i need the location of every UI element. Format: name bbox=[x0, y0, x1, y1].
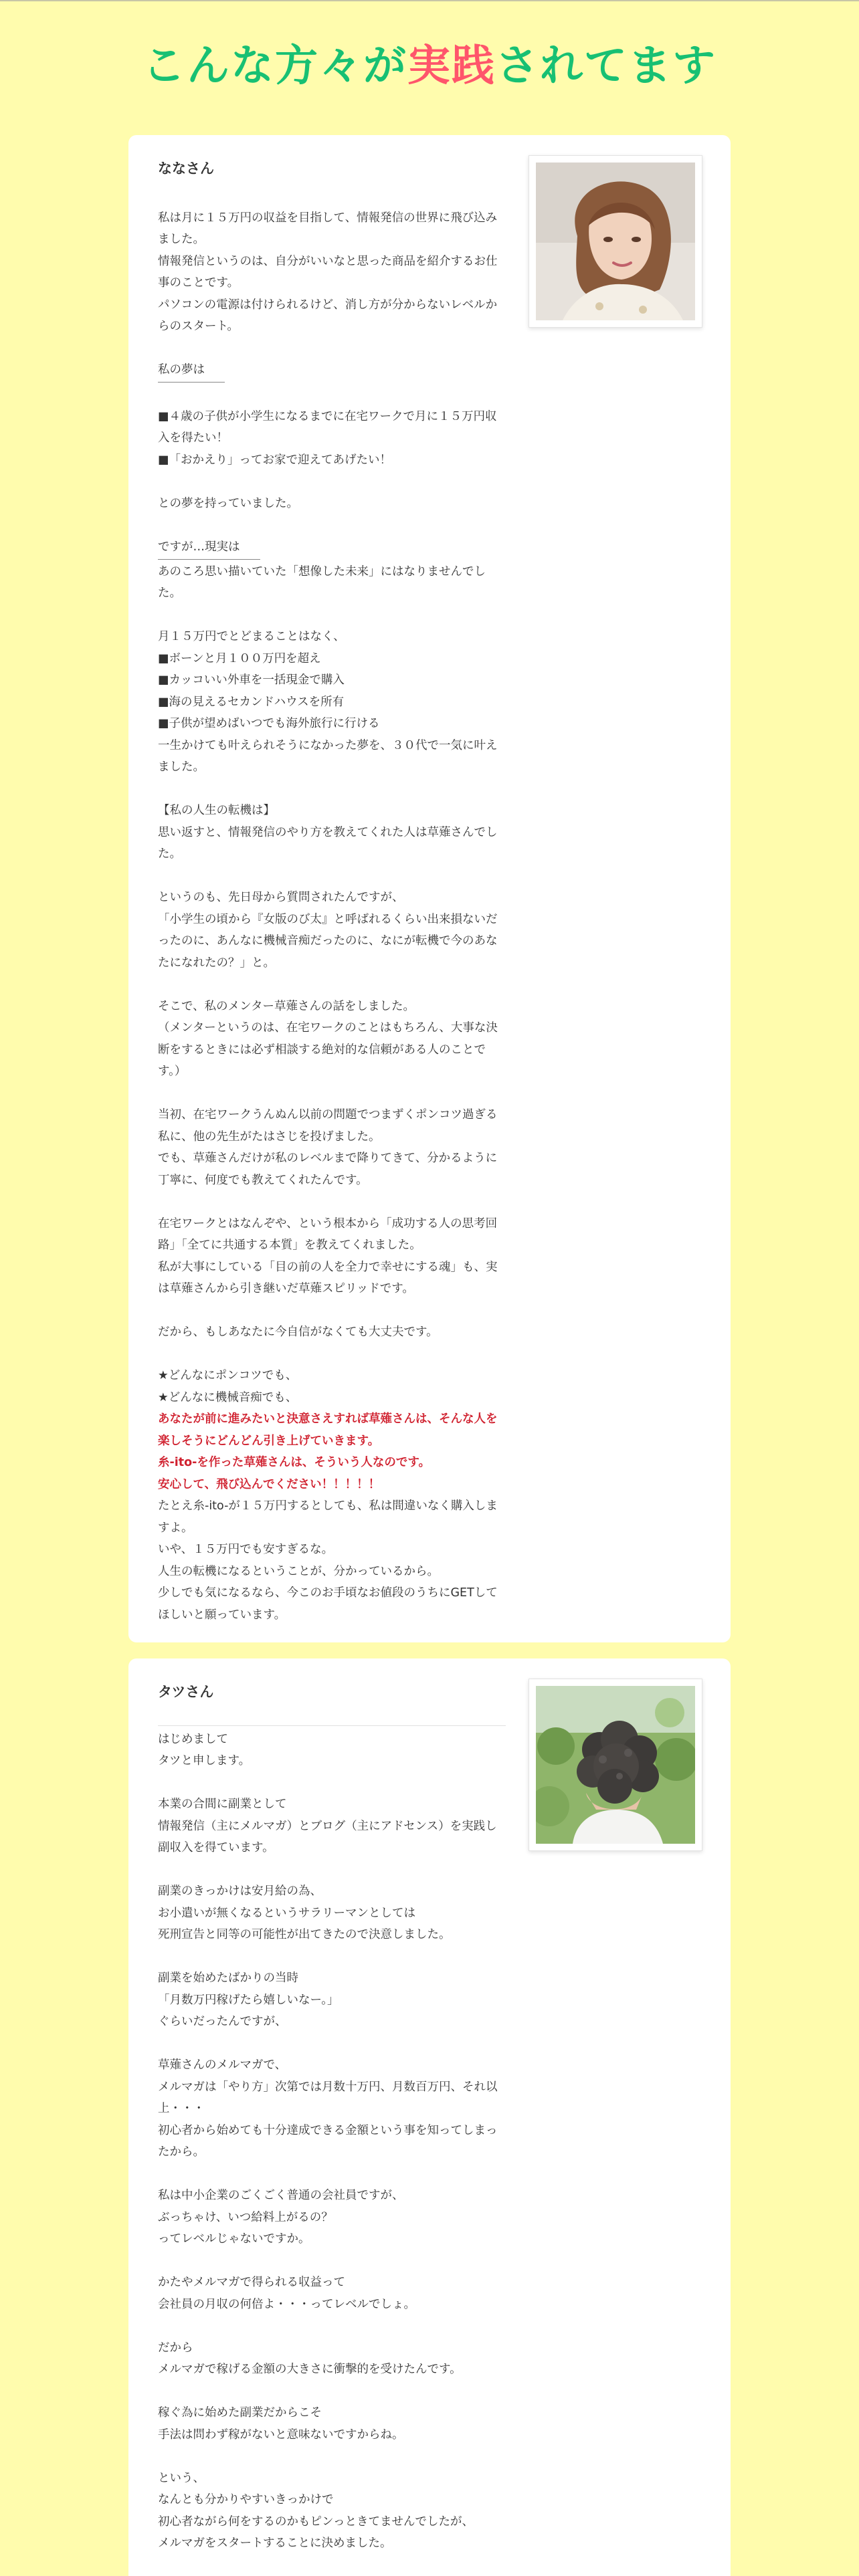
text-line: かたやメルマガで得られる収益って bbox=[158, 2276, 345, 2290]
woman-portrait-photo-icon bbox=[536, 163, 695, 320]
text-line: そこで、私のメンター草薙さんの話をしました。 bbox=[158, 999, 415, 1013]
text-line: ■ボーンと月１００万円を超え bbox=[158, 651, 321, 665]
text-line: （メンターというのは、在宅ワークのことはもちろん、大事な決断をするときには必ず相談する絶対的な信頼がある人のことです。） bbox=[158, 1021, 498, 1079]
text-line: 「月数万円稼げたら嬉しいなー。」 bbox=[158, 1993, 339, 2007]
text-line: 在宅ワークとはなんぞや、という根本から「成功する人の思考回路」「全てに共通する本質」を教えてくれました。 bbox=[158, 1216, 498, 1253]
text-line: 【私の人生の転機は】 bbox=[158, 804, 275, 818]
text-line: 思い返すと、情報発信のやり方を教えてくれた人は草薙さんでした。 bbox=[158, 825, 498, 861]
testimonial-card-nana bbox=[128, 135, 731, 1642]
text-line: メルマガで稼げる金額の大きさに衝撃的を受けたんです。 bbox=[158, 2363, 462, 2377]
text-line: 初心者ながら何をするのかもピンっときてませんでしたが、 bbox=[158, 2514, 474, 2529]
text-line: ★どんなにポンコツでも、 bbox=[158, 1369, 298, 1383]
page-title-part-1: こんな方々が bbox=[142, 41, 407, 91]
text-line: たとえ糸-ito-が１５万円するとしても、私は間違いなく購入しますよ。 bbox=[158, 1499, 498, 1535]
text-line: 一生かけても叶えられそうになかった夢を、３０代で一気に叶えました。 bbox=[158, 738, 498, 774]
text-line: 死刑宣告と同等の可能性が出てきたので決意しました。 bbox=[158, 1928, 451, 1942]
page-title-highlight: 実践 bbox=[407, 41, 496, 91]
emphasis-line: 糸-ito-を作った草薙さんは、そういう人なのです。 bbox=[158, 1456, 431, 1470]
text-line: 会社員の月収の何倍よ・・・ってレベルでしょ。 bbox=[158, 2297, 415, 2311]
text-line: との夢を持っていました。 bbox=[158, 496, 298, 510]
text-line: メルマガは「やり方」次第では月数十万円、月数百万円、それ以上・・・ bbox=[158, 2080, 498, 2116]
testimonial-name: タツさん bbox=[158, 1684, 214, 1700]
text-line: でも、草薙さんだけが私のレベルまで降りてきて、分かるように丁寧に、何度でも教えてくれたんです。 bbox=[158, 1152, 498, 1187]
text-line: ★どんなに機械音痴でも、 bbox=[158, 1390, 298, 1404]
nana-photo bbox=[529, 155, 702, 328]
text-line: 副業のきっかけは安月給の為、 bbox=[158, 1885, 322, 1899]
text-line: 草薙さんのメルマガで、 bbox=[158, 2058, 287, 2072]
testimonial-body bbox=[158, 1725, 506, 2555]
text-line: 情報発信というのは、自分がいいなと思った商品を紹介するお仕事のことです。 bbox=[158, 254, 498, 290]
text-line: 稼ぐ為に始めた副業だからこそ bbox=[158, 2406, 322, 2420]
text-line: ■子供が望めばいつでも海外旅行に行ける bbox=[158, 717, 380, 731]
emphasis-line: あなたが前に進みたいと決意さえすれば草薙さんは、そんな人を楽しそうにどんどん引き上げていきます。 bbox=[158, 1412, 498, 1448]
text-line: 「小学生の頃から『女版のび太』と呼ばれるくらい出来損ないだったのに、あんなに機械音痴だったのに、なにが転機で今のあなたになれたの？」と。 bbox=[158, 912, 498, 970]
text-line: 手法は問わず稼がないと意味ないですからね。 bbox=[158, 2428, 404, 2442]
text-line: 初心者から始めても十分達成できる金額という事を知ってしまったから。 bbox=[158, 2123, 498, 2159]
text-line: ぐらいだったんですが、 bbox=[158, 2015, 287, 2029]
text-line: 人生の転機になるということが、分かっているから。 bbox=[158, 1564, 439, 1578]
text-line: 副業を始めたばかりの当時 bbox=[158, 1971, 298, 1985]
testimonial-card-tatsu bbox=[128, 1658, 731, 2576]
section-subheading: ですが…現実は bbox=[158, 537, 260, 560]
text-line: はじめまして bbox=[158, 1732, 228, 1746]
page-title bbox=[0, 39, 859, 94]
text-line: なんとも分かりやすいきっかけで bbox=[158, 2493, 334, 2507]
text-line: 私が大事にしている「目の前の人を全力で幸せにする魂」も、実は草薙さんから引き継いだ草薙スピリッドです。 bbox=[158, 1260, 498, 1296]
text-line: 私は中小企業のごくごく普通の会社員ですが、 bbox=[158, 2189, 404, 2203]
text-line: というのも、先日母から質問されたんですが、 bbox=[158, 891, 404, 905]
text-line: ぶっちゃけ、いつ給料上がるの？ bbox=[158, 2210, 333, 2224]
text-line: ■海の見えるセカンドハウスを所有 bbox=[158, 695, 345, 709]
section-subheading: 私の夢は bbox=[158, 360, 225, 383]
text-line: あのころ思い描いていた「想像した未来」にはなりませんでした。 bbox=[158, 564, 486, 601]
text-line: パソコンの電源は付けられるけど、消し方が分からないレベルからのスタート。 bbox=[158, 298, 498, 334]
testimonial-name: ななさん bbox=[158, 160, 214, 177]
text-line: ってレベルじゃないですか。 bbox=[158, 2232, 310, 2246]
text-line: 少しでも気になるなら、今このお手頃なお値段のうちにGETしてほしいと願っています。 bbox=[158, 1586, 498, 1622]
text-line: という、 bbox=[158, 2471, 205, 2485]
text-line: 月１５万円でとどまることはなく、 bbox=[158, 630, 345, 644]
testimonial-body bbox=[158, 207, 506, 1626]
tatsu-photo bbox=[529, 1679, 702, 1851]
text-line: お小遣いが無くなるというサラリーマンとしては bbox=[158, 1906, 415, 1920]
text-line: メルマガをスタートすることに決めました。 bbox=[158, 2537, 392, 2551]
text-line: 当初、在宅ワークうんぬん以前の問題でつまずくポンコツ過ぎる私に、他の先生がたはさじを投げました。 bbox=[158, 1108, 498, 1144]
text-line: だから bbox=[158, 2341, 193, 2355]
text-line: 本業の合間に副業として bbox=[158, 1798, 287, 1812]
text-line: ■カッコいい外車を一括現金で購入 bbox=[158, 673, 345, 687]
text-line: いや、１５万円でも安すぎるな。 bbox=[158, 1543, 334, 1557]
man-curly-hair-photo-icon bbox=[536, 1686, 695, 1844]
page-title-part-2: されてます bbox=[496, 41, 717, 91]
text-line: ■「おかえり」ってお家で迎えてあげたい！ bbox=[158, 453, 392, 467]
text-line: 私は月に１５万円の収益を目指して、情報発信の世界に飛び込みました。 bbox=[158, 211, 498, 247]
text-line: だから、もしあなたに今自信がなくても大丈夫です。 bbox=[158, 1325, 438, 1339]
text-line: タツと申します。 bbox=[158, 1754, 251, 1768]
emphasis-line: 安心して、飛び込んでください！！！！！ bbox=[158, 1477, 381, 1491]
text-line: 情報発信（主にメルマガ）とブログ（主にアドセンス）を実践し副収入を得ています。 bbox=[158, 1819, 497, 1855]
text-line: ■４歳の子供が小学生になるまでに在宅ワークで月に１５万円収入を得たい！ bbox=[158, 409, 497, 445]
divider bbox=[158, 1725, 506, 1726]
